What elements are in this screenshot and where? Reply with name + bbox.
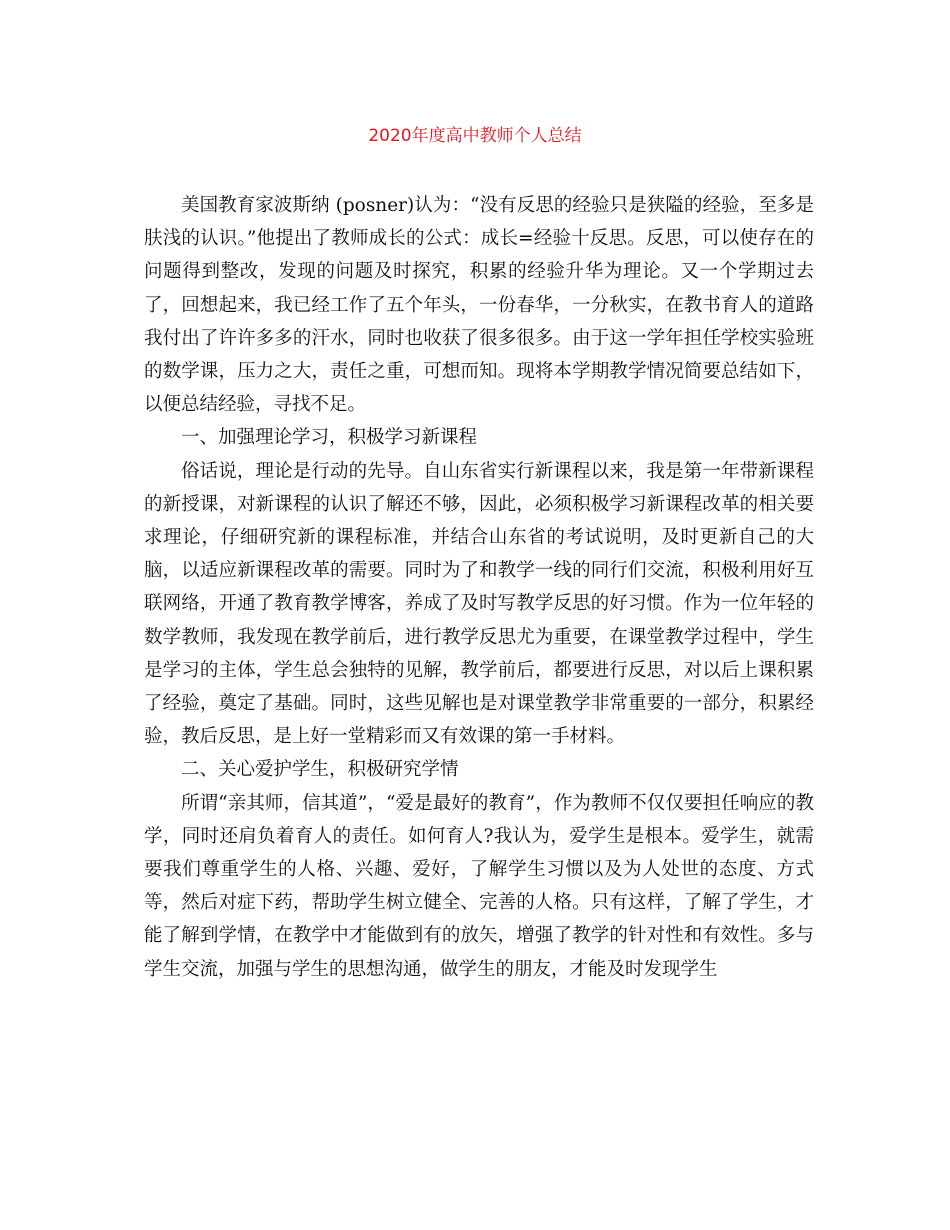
section-heading-students: 二、关心爱护学生，积极研究学情 <box>181 759 459 781</box>
paragraph-theory: 俗话说，理论是行动的先导。自山东省实行新课程以来，我是第一年带新课程的新授课，对新课程的认识了解还不够，因此，必须积极学习新课程改革的相关要求理论，仔细研究新的课程标准，并结合山东省的考试说明，及时更新自己的大脑，以适应新课程改革的需要。同时为了和教学一线的同行们交流，积极利用好互联网络，开通了教育教学博客，养成了及时写教学反思的好习惯。作为一位年轻的数学教师，我发现在教学前后，进行教学反思尤为重要，在课堂教学过程中，学生是学习的主体，学生总会独特的见解，教学前后，都要进行反思，对以后上课积累了经验，奠定了基础。同时，这些见解也是对课堂教学非常重要的一部分，积累经验，教后反思，是上好一堂精彩而又有效课的第一手材料。 <box>144 460 814 748</box>
section-heading-theory: 一、加强理论学习，积极学习新课程 <box>181 427 478 449</box>
paragraph-intro: 美国教育家波斯纳 (posner)认为：“没有反思的经验只是狭隘的经验，至多是肤浅的认识。”他提出了教师成长的公式：成长=经验十反思。反思，可以使存在的问题得到整改，发现的问题及时探究，积累的经验升华为理论。又一个学期过去了，回想起来，我已经工作了五个年头，一份春华，一分秋实，在教书育人的道路我付出了许许多多的汗水，同时也收获了很多很多。由于这一学年担任学校实验班的数学课，压力之大，责任之重，可想而知。现将本学期教学情况简要总结如下，以便总结经验，寻找不足。 <box>144 195 814 416</box>
document-title: 2020年度高中教师个人总结 <box>368 126 582 146</box>
document-body <box>144 189 814 986</box>
paragraph-students: 所谓“亲其师，信其道”，“爱是最好的教育”，作为教师不仅仅要担任响应的教学，同时还肩负着育人的责任。如何育人?我认为，爱学生是根本。爱学生，就需要我们尊重学生的人格、兴趣、爱好，了解学生习惯以及为人处世的态度、方式等，然后对症下药，帮助学生树立健全、完善的人格。只有这样，了解了学生，才能了解到学情，在教学中才能做到有的放矢，增强了教学的针对性和有效性。多与学生交流，加强与学生的思想沟通，做学生的朋友，才能及时发现学生 <box>144 792 814 980</box>
